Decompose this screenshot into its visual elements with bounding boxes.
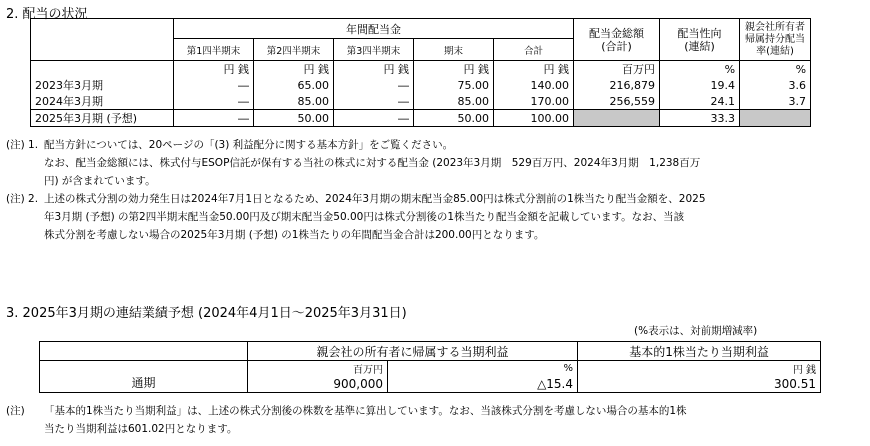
- forecast-label-header: [40, 342, 248, 361]
- doe-value-empty: [740, 110, 811, 127]
- note-3: [6, 402, 687, 438]
- note-2: [6, 190, 706, 244]
- pct-value: △15.4: [388, 376, 578, 392]
- forecast-table: [39, 341, 821, 393]
- payout-value: 33.3: [660, 110, 740, 127]
- total-value: 170.00: [494, 93, 574, 110]
- total-amount-header: 配当金総額 (合計): [574, 19, 660, 61]
- doe-value: 3.7: [740, 93, 811, 110]
- q2-value: 65.00: [254, 77, 334, 93]
- unit-cell: 円 銭: [174, 61, 254, 78]
- q2-value: 50.00: [254, 110, 334, 127]
- amount-value-empty: [574, 110, 660, 127]
- note-1: [6, 136, 700, 190]
- unit-cell: %: [660, 61, 740, 78]
- profit-unit: 百万円: [248, 361, 388, 377]
- unit-cell: 円 銭: [254, 61, 334, 78]
- unit-row-label: [31, 61, 174, 78]
- pct-unit: %: [388, 361, 578, 377]
- eps-value: 300.51: [578, 376, 821, 392]
- payout-value: 19.4: [660, 77, 740, 93]
- row-label-header: [31, 19, 174, 61]
- profit-value: 900,000: [248, 376, 388, 392]
- q3-value: ―: [334, 77, 414, 93]
- q2-header: 第2四半期末: [254, 39, 334, 61]
- q1-value: ―: [174, 77, 254, 93]
- unit-cell: 円 銭: [334, 61, 414, 78]
- q3-header: 第3四半期末: [334, 39, 414, 61]
- note-line: 配当方針については、20ページの「(3) 利益配分に関する基本方針」をご覧ください。: [44, 139, 454, 151]
- section3-title: 3. 2025年3月期の連結業績予想 (2024年4月1日～2025年3月31日): [6, 306, 407, 321]
- doe-value: 3.6: [740, 77, 811, 93]
- note-line: 円) が含まれています。: [44, 175, 156, 187]
- amount-value: 216,879: [574, 77, 660, 93]
- total-value: 100.00: [494, 110, 574, 127]
- note-line: 当たり当期利益は601.02円となります。: [44, 423, 238, 435]
- fy-value: 85.00: [414, 93, 494, 110]
- note-line: なお、配当金総額には、株式付与ESOP信託が保有する当社の株式に対する配当金 (2023年3月期 529百万円、2024年3月期 1,238百万: [44, 157, 701, 169]
- unit-cell: %: [740, 61, 811, 78]
- row-label: 2023年3月期: [31, 77, 174, 93]
- q2-value: 85.00: [254, 93, 334, 110]
- profit-header: 親会社の所有者に帰属する当期利益: [248, 342, 578, 361]
- dividend-table: [30, 18, 811, 127]
- forecast-row-label: 2025年3月期 (予想): [31, 110, 174, 127]
- amount-value: 256,559: [574, 93, 660, 110]
- unit-cell: 円 銭: [414, 61, 494, 78]
- note-line: 上述の株式分割の効力発生日は2024年7月1日となるため、2024年3月期の期末配当金85.00円は株式分割前の1株当たり配当金額を、2025: [44, 193, 706, 205]
- unit-cell: 百万円: [574, 61, 660, 78]
- section2-title: 2. 配当の状況: [6, 7, 88, 22]
- note-line: 年3月期 (予想) の第2四半期末配当金50.00円及び期末配当金50.00円は株式分割後の1株当たり配当金額を記載しています。なお、当該: [44, 211, 685, 223]
- forecast-row-label: 通期: [40, 361, 248, 393]
- note-tag: (注): [6, 405, 25, 417]
- q3-value: ―: [334, 110, 414, 127]
- eps-unit: 円 銭: [578, 361, 821, 377]
- row-label: 2024年3月期: [31, 93, 174, 110]
- q1-value: ―: [174, 110, 254, 127]
- q1-value: ―: [174, 93, 254, 110]
- payout-value: 24.1: [660, 93, 740, 110]
- doe-header: 親会社所有者 帰属持分配当 率(連結): [740, 19, 811, 61]
- q3-value: ―: [334, 93, 414, 110]
- q1-header: 第1四半期末: [174, 39, 254, 61]
- unit-cell: 円 銭: [494, 61, 574, 78]
- note-tag: (注) 2.: [6, 193, 39, 205]
- pct-note: (%表示は、対前期増減率): [634, 325, 758, 337]
- fy-value: 50.00: [414, 110, 494, 127]
- annual-dividend-header: 年間配当金: [174, 19, 574, 39]
- eps-header: 基本的1株当たり当期利益: [578, 342, 821, 361]
- fy-value: 75.00: [414, 77, 494, 93]
- payout-ratio-header: 配当性向 (連結): [660, 19, 740, 61]
- total-value: 140.00: [494, 77, 574, 93]
- note-line: 株式分割を考慮しない場合の2025年3月期 (予想) の1株当たりの年間配当金合計は200.00円となります。: [44, 229, 545, 241]
- total-header: 合計: [494, 39, 574, 61]
- note-line: 「基本的1株当たり当期利益」は、上述の株式分割後の株数を基準に算出しています。なお、当該株式分割を考慮しない場合の基本的1株: [44, 405, 687, 417]
- note-tag: (注) 1.: [6, 139, 39, 151]
- fy-end-header: 期末: [414, 39, 494, 61]
